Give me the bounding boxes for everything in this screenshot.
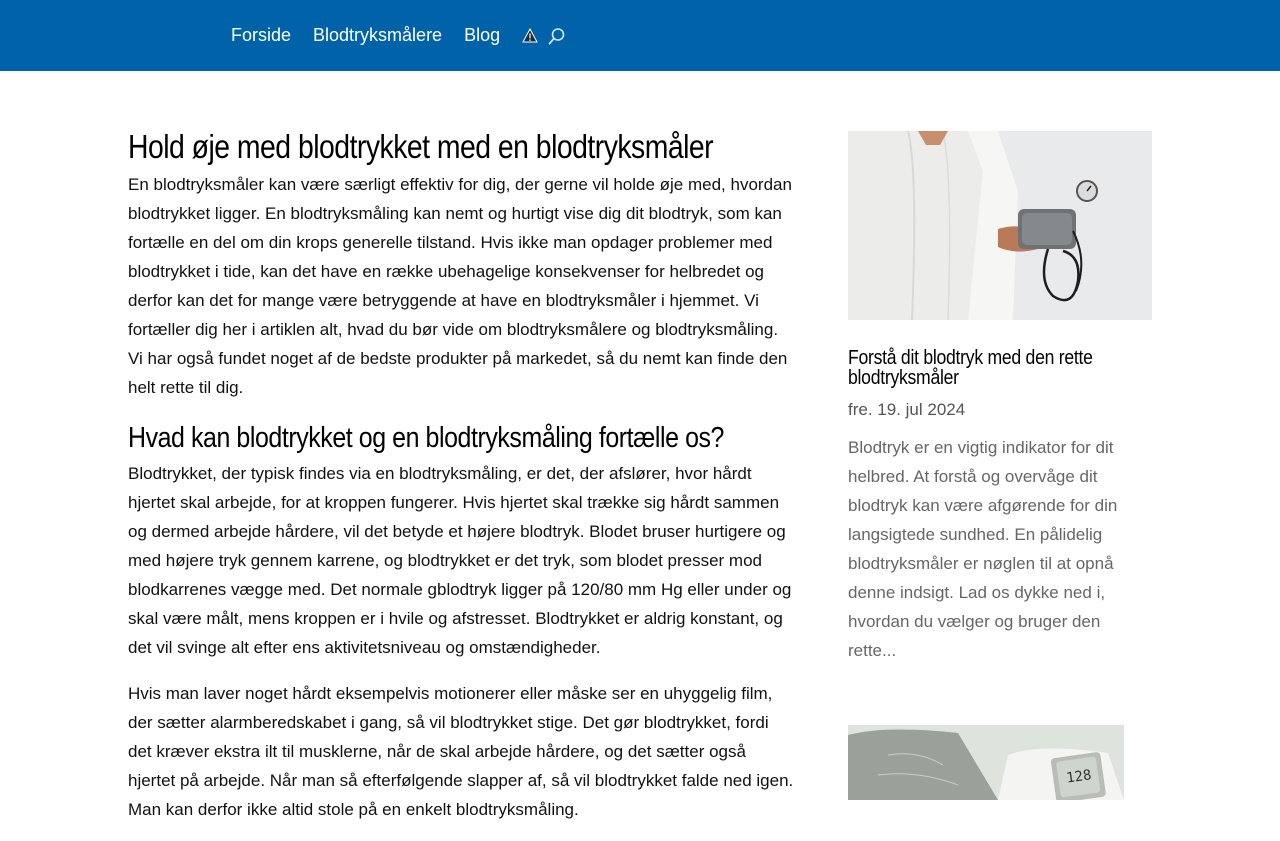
article-paragraph: Hvis man laver noget hårdt eksempelvis motionerer eller måske ser en uhyggelig film, der sætter alarmberedskabet i gang, så vil blodtrykket stige. Det gør blodtrykket, fordi det kræver ekstra ilt til musklerne, når de skal arbejde hårdere, og det sætter også hjertet på arbejde. Når man så efterfølgende slapper af, så vil blodtrykket falde ned igen. Man kan derfor ikke altid stole på en enkelt blodtryksmåling.: [128, 684, 794, 819]
danish-flag-icon[interactable]: [522, 28, 538, 44]
post-date: fre. 19. jul 2024: [848, 400, 966, 419]
section-title: Hvad kan blodtrykket og en blodtryksmåling fortælle os?: [128, 422, 725, 454]
main-nav: [231, 0, 566, 71]
post-title[interactable]: Forstå dit blodtryk med den rette blodtryksmåler: [848, 347, 1093, 389]
article-title: Hold øje med blodtrykket med en blodtryksmåler: [128, 128, 714, 165]
post-thumbnail-monitor-image[interactable]: [848, 725, 1124, 800]
article-intro: En blodtryksmåler kan være særligt effektiv for dig, der gerne vil holde øje med, hvordan blodtrykket ligger. En blodtryksmåling kan nemt og hurtigt vise dig dit blodtryk, som kan fortælle en del om din krops generelle tilstand. Hvis ikke man opdager problemer med blodtrykket i tide, kan det have en række ubehagelige konsekvenser for helbredet og derfor kan det for mange være betryggende at have en blodtryksmåler i hjemmet. Vi fortæller dig her i artiklen alt, hvad du bør vide om blodtryksmålere og blodtryksmåling. Vi har også fundet noget af de bedste produkter på markedet, så du nemt kan finde den helt rette til dig.: [128, 175, 792, 397]
nav-item-forside[interactable]: Forside: [231, 25, 292, 45]
site-header: [0, 0, 1280, 71]
article-paragraph: Blodtrykket, der typisk findes via en blodtryksmåling, er det, der afslører, hvor hårdt hjertet skal arbejde, for at kroppen fungerer. Hvis hjertet skal trække sig hårdt sammen og dermed arbejde hårdere, vil det betyde et højere blodtryk. Blodet bruser hurtigere og med højere tryk gennem karrene, og blodtrykket er det tryk, som blodet presser mod blodkarrenes vægge med. Det normale gblodtryk ligger på 120/80 mm Hg eller under og skal være målt, mens kroppen er i hvile og afstresset. Blodtrykket er aldrig konstant, og det vil svinge alt efter ens aktivitetsniveau og omstændigheder.: [128, 464, 792, 657]
post-excerpt: Blodtryk er en vigtig indikator for dit helbred. At forstå og overvåge dit blodtryk kan være afgørende for din langsigtede sundhed. En pålidelig blodtryksmåler er nøglen til at opnå denne indsigt. Lad os dykke ned i, hvordan du vælger og bruger den rette...: [848, 438, 1118, 660]
post-thumbnail-doctor-image[interactable]: [848, 131, 1152, 320]
article: [128, 126, 794, 841]
monitor-display-reading: 128: [1065, 767, 1093, 787]
nav-item-blodtryksmaalere[interactable]: Blodtryksmålere: [313, 25, 443, 45]
nav-item-blog[interactable]: Blog: [464, 25, 501, 45]
search-icon[interactable]: [548, 27, 566, 45]
sidebar-post: [848, 131, 1152, 665]
